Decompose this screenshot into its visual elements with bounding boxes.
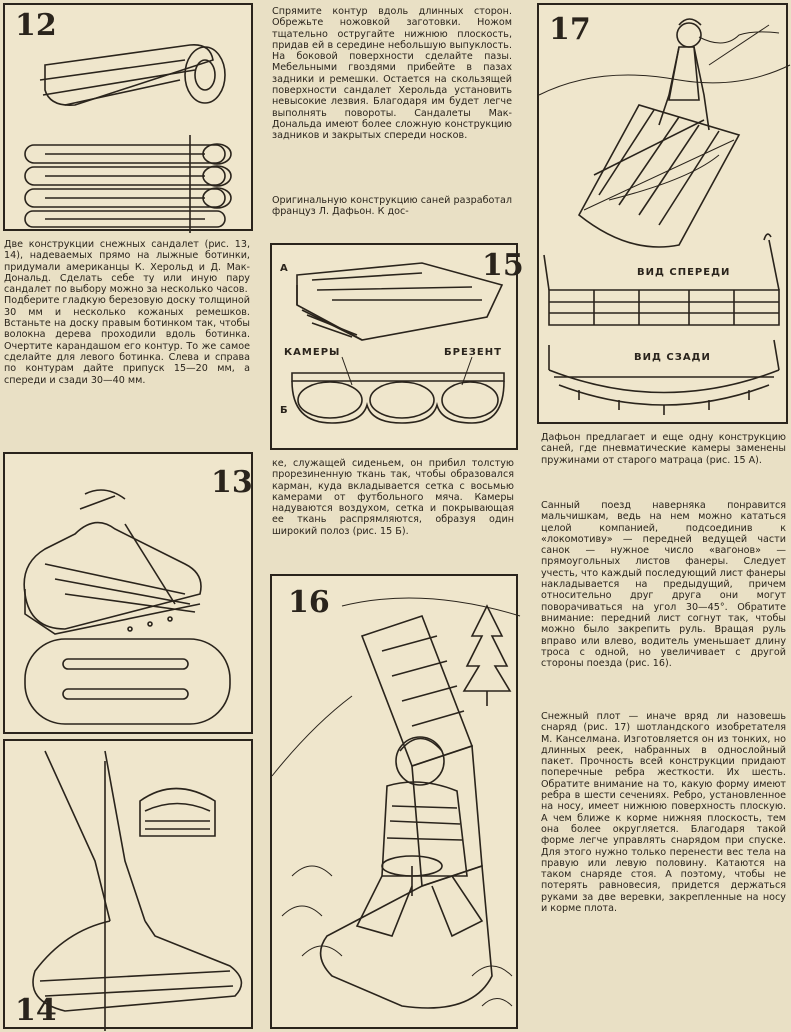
snow-sandal-fig12-illustration xyxy=(5,5,255,233)
figure-14 xyxy=(3,739,253,1029)
figure-number-16: 16 xyxy=(288,585,330,620)
pneumatic-sled-fig15-illustration xyxy=(272,245,520,452)
label-brezent: БРЕЗЕНТ xyxy=(444,347,502,358)
label-back-view: ВИД СЗАДИ xyxy=(634,352,711,363)
snow-sandal-fig14-illustration xyxy=(5,741,255,1031)
snow-raft-fig17-illustration xyxy=(539,5,790,426)
sled-train-fig16-illustration xyxy=(272,576,520,1031)
figure-number-15: 15 xyxy=(482,248,524,283)
figure-number-14: 14 xyxy=(15,993,57,1028)
left-column-text: Две конструкции снежных сандалет (рис. 13, 14), надеваемых прямо на лыжные ботинки, придумали американцы К. Херольд и Д. Мак-Дональд. Сделать себе ту или иную пару сандалет по выбору можно за несколько часов. Подберите гладкую березовую доску толщиной 30 мм и несколько кожаных ремешков. Встаньте на доску правым ботинком так, чтобы волокна дерева проходили вдоль ботинка. Очертите карандашом его контур. То же самое сделайте для левого ботинка. Слева и справа по контурам дайте припуск 15—20 мм, а спереди и сзади 30—40 мм. xyxy=(4,239,250,386)
right-text-a: Дафьон предлагает и еще одну конструкцию саней, где пневматические камеры заменены пружинами от старого матраца (рис. 15 А). xyxy=(541,432,786,466)
figure-12 xyxy=(3,3,253,231)
label-kamery: КАМЕРЫ xyxy=(284,347,341,358)
label-b: Б xyxy=(280,405,289,416)
figure-15 xyxy=(270,243,524,450)
mid-middle-text: ке, служащей сиденьем, он прибил толстую прорезиненную ткань так, чтобы образовался карман, куда вкладывается сетка с восьмью камерами от футбольного мяча. Камеры надуваются воздухом, сетка и покрывающая ее ткань распрямляются, образуя один широкий полоз (рис. 15 Б). xyxy=(272,458,514,537)
figure-number-17: 17 xyxy=(549,12,591,47)
figure-number-12: 12 xyxy=(15,8,57,43)
figure-17 xyxy=(537,3,788,424)
right-text-c: Снежный плот — иначе вряд ли назовешь снаряд (рис. 17) шотландского изобретателя М. Канселмана. Изготовляется он из тонких, но длинных реек, набранных в однослойный пакет. Прочность всей конструкции придают поперечные ребра жесткости. Их шесть. Обратите внимание на то, какую форму имеют ребра в шести сечениях. Ребро, установленное на носу, имеет нижнюю поверхность плоскую. А чем ближе к корме нижняя плоскость, тем она более округляется. Благодаря такой форме легче управлять снарядом при спуске. Для этого нужно только перенести вес тела на правую или левую половину. Катаются на таком снаряде стоя. А поэтому, чтобы не потерять равновесия, придется держаться руками за две веревки, закрепленные на носу и корме плота. xyxy=(541,711,786,915)
label-front-view: ВИД СПЕРЕДИ xyxy=(637,267,731,278)
snow-sandal-fig13-illustration xyxy=(5,454,255,736)
figure-number-13: 13 xyxy=(211,465,253,500)
mid-top-text-continued: Оригинальную конструкцию саней разработал француз Л. Дафьон. К дос- xyxy=(272,195,512,218)
label-a: А xyxy=(280,263,289,274)
figure-13 xyxy=(3,452,253,734)
right-text-b: Санный поезд наверняка понравится мальчишкам, ведь на нем можно кататься целой компанией, подсоединив к «локомотиву» — передней ведущей части санок — нужное число «вагонов» — прямоугольных листов фанеры. Следует учесть, что каждый последующий лист фанеры накладывается на предыдущий, причем относительно друг друга они могут поворачиваться на угол 30—45°. Обратите внимание: передний лист согнут так, чтобы можно было закрепить руль. Вращая руль вправо или влево, водитель уменьшает длину троса с одной, но увеличивает с другой стороны поезда (рис. 16). xyxy=(541,500,786,670)
mid-top-text: Спрямите контур вдоль длинных сторон. Обрежьте ножовкой заготовки. Ножом тщательно остругайте нижнюю плоскость, придав ей в середине небольшую выпуклость. На боковой поверхности сделайте пазы. Мебельными гвоздями прибейте в пазах задники и ремешки. Остается на скользящей поверхности сандалет Херольда установить невысокие лезвия. Благодаря им будет легче выполнять повороты. Сандалеты Мак-Дональда имеют более сложную конструкцию задников и закрытых спереди носков. xyxy=(272,6,512,142)
figure-16 xyxy=(270,574,518,1029)
